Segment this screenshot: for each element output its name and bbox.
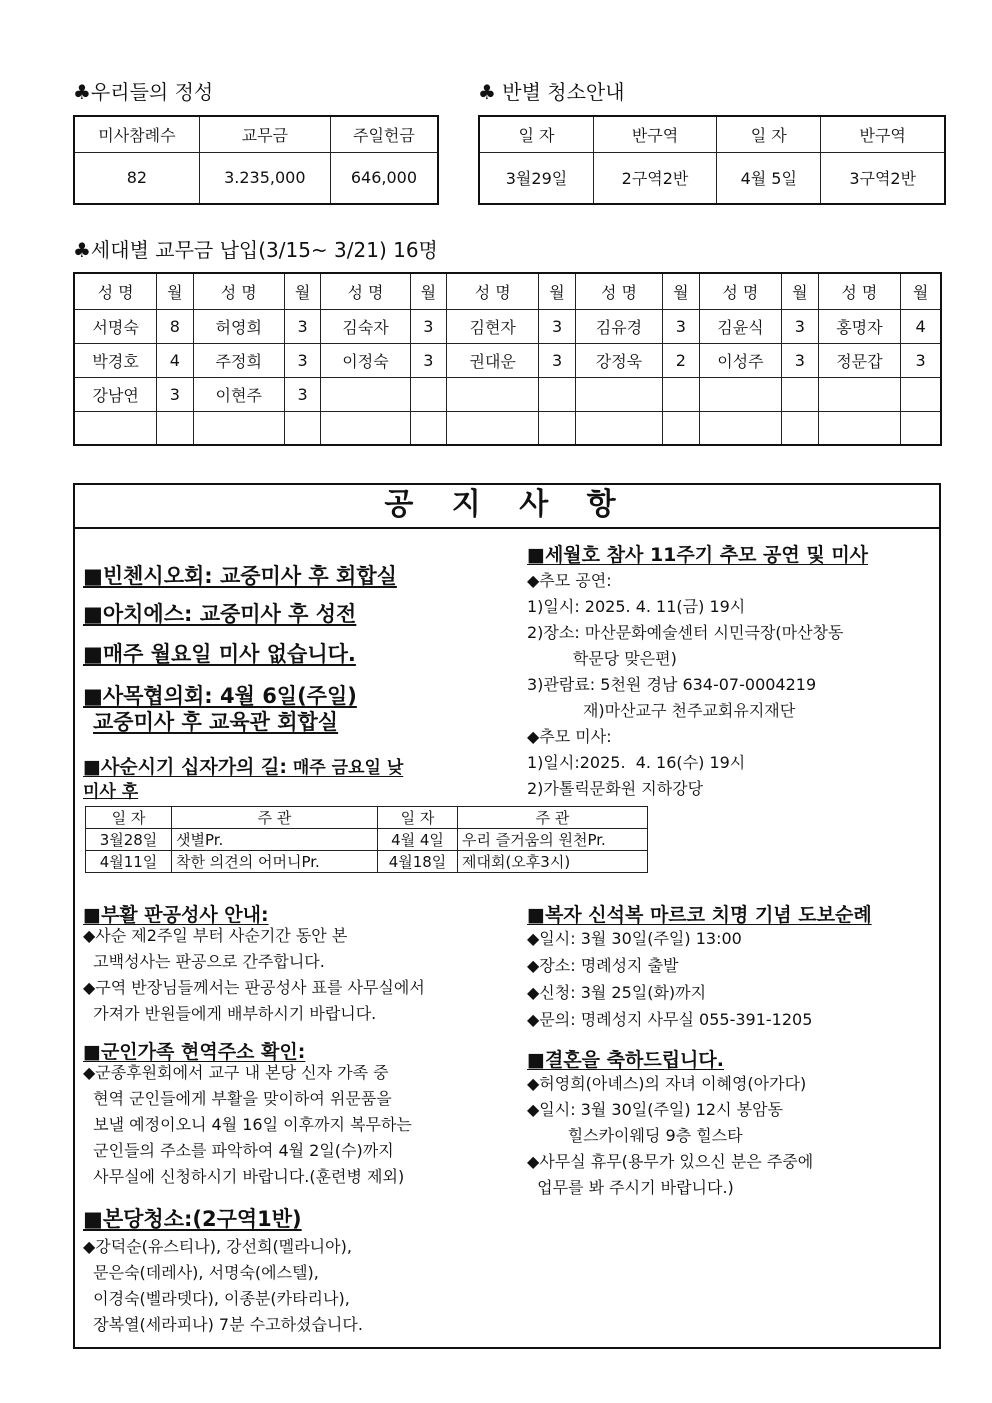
schedule-header: 일 자 [86,807,172,829]
cleaning-header: 일 자 [717,116,821,152]
schedule-cell: 샛별Pr. [172,829,378,851]
dues-member-name: 허영희 [193,309,284,343]
dues-member-name: 강정욱 [575,343,663,377]
sewol-line: 재)마산교구 천주교회유지재단 [527,701,796,720]
schedule-cell: 4월18일 [378,851,458,873]
dues-member-name [321,411,410,445]
military-line: 현역 군인들에게 부활을 맞이하여 위문품을 [83,1089,392,1108]
dues-member-month: 8 [157,309,193,343]
dues-member-name [699,377,782,411]
dues-header-month: 월 [663,273,699,309]
dues-member-name: 정문갑 [818,343,901,377]
dues-header-month: 월 [539,273,575,309]
dues-member-month [539,377,575,411]
confession-line: ◆사순 제2주일 부터 사순기간 동안 본 [83,926,348,945]
pilgrimage-line: ◆일시: 3월 30일(주일) 13:00 [527,929,742,948]
sewol-line: ◆추모 미사: [527,727,612,746]
schedule-cell: 4월11일 [86,851,172,873]
dues-member-month [410,411,446,445]
dues-member-name [193,411,284,445]
dues-row [74,309,941,343]
wedding-line: ◆일시: 3월 30일(주일) 12시 봉암동 [527,1100,783,1119]
dues-member-month [284,411,320,445]
sewol-line: 2)장소: 마산문화예술센터 시민극장(마산창동 [527,623,844,642]
wedding-line: 업무를 봐 주시기 바랍니다.) [527,1178,734,1197]
dues-member-name: 이성주 [699,343,782,377]
dues-member-month: 2 [663,343,699,377]
dues-member-name: 박경호 [74,343,157,377]
stations-line2: 미사 후 [83,782,139,802]
notice-sewol: ■세월호 참사 11주기 추모 공연 및 미사 [527,544,869,566]
stations-schedule-table [85,806,648,873]
dues-member-name: 이현주 [193,377,284,411]
dues-member-name: 권대운 [447,343,539,377]
church-cleaning-line: ◆강덕순(유스티나), 강선희(멜라니아), [83,1237,352,1256]
dues-row [74,411,941,445]
wedding-line: 힐스카이웨딩 9층 힐스타 [527,1126,743,1145]
church-cleaning-line: 문은숙(데레사), 서명숙(에스텔), [83,1263,319,1282]
dues-member-month: 3 [663,309,699,343]
cleaning-header: 반구역 [821,116,945,152]
cleaning-value: 3구역2반 [821,152,945,204]
dues-member-month: 3 [284,377,320,411]
offering-value: 646,000 [330,152,438,204]
dues-member-month: 3 [539,343,575,377]
schedule-cell: 제대회(오후3시) [458,851,648,873]
dues-header-month: 월 [782,273,818,309]
notice-wedding: ■결혼을 축하드립니다. [527,1049,724,1071]
cleaning-title: ♣ 반별 청소안내 [478,80,625,104]
dues-member-name [447,377,539,411]
dues-member-month [901,411,941,445]
dues-member-month: 3 [539,309,575,343]
notice-confession: ■부활 판공성사 안내: [83,904,269,926]
dues-member-name: 홍명자 [818,309,901,343]
confession-line: ◆구역 반장님들께서는 판공성사 표를 사무실에서 [83,978,425,997]
dues-header-name: 성 명 [699,273,782,309]
schedule-cell: 착한 의견의 어머니Pr. [172,851,378,873]
sewol-line: ◆추모 공연: [527,571,612,590]
offering-header: 주일헌금 [330,116,438,152]
offering-value: 82 [74,152,199,204]
dues-header-name: 성 명 [74,273,157,309]
dues-member-month: 3 [901,343,941,377]
stations-rest: 매주 금요일 낮 [286,758,404,778]
dues-member-month: 4 [157,343,193,377]
dues-member-name: 이정숙 [321,343,410,377]
dues-member-month [663,411,699,445]
dues-member-month: 3 [782,343,818,377]
dues-member-name: 주정희 [193,343,284,377]
cleaning-header: 반구역 [593,116,716,152]
notice-church-cleaning: ■본당청소:(2구역1반) [83,1207,302,1231]
dues-header-name: 성 명 [818,273,901,309]
sewol-line: 2)가톨릭문화원 지하강당 [527,779,704,798]
dues-row [74,377,941,411]
dues-member-name: 서명숙 [74,309,157,343]
dues-member-month: 3 [410,343,446,377]
pilgrimage-line: ◆문의: 명례성지 사무실 055-391-1205 [527,1010,813,1029]
dues-member-name [818,411,901,445]
dues-member-name: 김현자 [447,309,539,343]
dues-member-month [539,411,575,445]
notice-stations [83,752,403,779]
dues-member-name [74,411,157,445]
offering-header: 미사참례수 [74,116,199,152]
sewol-line: 1)일시:2025. 4. 16(수) 19시 [527,753,746,772]
sewol-line: 3)관람료: 5천원 경남 634-07-0004219 [527,675,817,694]
stations-head: ■사순시기 십자가의 길: [83,756,287,778]
dues-member-name [321,377,410,411]
military-line: ◆군종후원회에서 교구 내 본당 신자 가족 중 [83,1063,389,1082]
pilgrimage-line: ◆장소: 명례성지 출발 [527,956,679,975]
dues-member-name: 김숙자 [321,309,410,343]
dues-header-name: 성 명 [447,273,539,309]
dues-title: ♣세대별 교무금 납입(3/15~ 3/21) 16명 [73,238,438,262]
military-line: 사무실에 신청하시기 바랍니다.(훈련병 제외) [83,1167,405,1186]
church-cleaning-line: 이경숙(벨라뎃다), 이종분(카타리나), [83,1289,350,1308]
schedule-cell: 우리 즐거움의 원천Pr. [458,829,648,851]
notice-military: ■군인가족 현역주소 확인: [83,1041,306,1063]
offering-table [73,115,439,205]
church-cleaning-line: 장복열(세라피나) 7분 수고하셨습니다. [83,1315,363,1334]
dues-member-month: 3 [157,377,193,411]
dues-member-month: 3 [782,309,818,343]
notice-council: ■사목협의회: 4월 6일(주일) [83,684,357,708]
dues-member-name: 강남연 [74,377,157,411]
offering-title: ♣우리들의 정성 [73,80,214,104]
confession-line: 고백성사는 판공으로 간주합니다. [83,952,325,971]
sewol-line: 1)일시: 2025. 4. 11(금) 19시 [527,597,746,616]
notice-pilgrimage: ■복자 신석복 마르코 치명 기념 도보순례 [527,904,872,926]
schedule-header: 주 관 [458,807,648,829]
offering-value: 3.235,000 [199,152,330,204]
confession-line: 가져가 반원들에게 배부하시기 바랍니다. [83,1004,377,1023]
dues-member-month [157,411,193,445]
dues-header-month: 월 [901,273,941,309]
dues-member-name: 김윤식 [699,309,782,343]
pilgrimage-line: ◆신청: 3월 25일(화)까지 [527,983,707,1002]
cleaning-header: 일 자 [479,116,593,152]
notice-acies: ■아치에스: 교중미사 후 성전 [83,602,357,626]
dues-member-month: 3 [284,309,320,343]
dues-member-month: 3 [284,343,320,377]
dues-member-month [663,377,699,411]
dues-member-month: 4 [901,309,941,343]
dues-header-name: 성 명 [321,273,410,309]
schedule-header: 일 자 [378,807,458,829]
dues-member-month [782,377,818,411]
notice-council-detail: 교중미사 후 교육관 회합실 [93,710,339,734]
offering-header: 교무금 [199,116,330,152]
dues-member-name [575,411,663,445]
wedding-line: ◆허영희(아녜스)의 자녀 이혜영(아가다) [527,1074,807,1093]
wedding-line: ◆사무실 휴무(용무가 있으신 분은 주중에 [527,1152,814,1171]
sewol-line: 학문당 맞은편) [527,649,677,668]
dues-member-name [818,377,901,411]
dues-header-month: 월 [410,273,446,309]
dues-member-name [699,411,782,445]
dues-table [73,272,942,446]
dues-header-month: 월 [157,273,193,309]
notice-vincent: ■빈첸시오회: 교중미사 후 회합실 [83,564,397,588]
military-line: 보낼 예정이오니 4월 16일 이후까지 복무하는 [83,1115,412,1134]
schedule-cell: 4월 4일 [378,829,458,851]
dues-member-name: 김유경 [575,309,663,343]
dues-member-month [410,377,446,411]
cleaning-value: 3월29일 [479,152,593,204]
schedule-cell: 3월28일 [86,829,172,851]
dues-header-name: 성 명 [575,273,663,309]
dues-member-month [901,377,941,411]
dues-header-month: 월 [284,273,320,309]
cleaning-table [478,115,946,205]
dues-member-name [447,411,539,445]
dues-member-month: 3 [410,309,446,343]
cleaning-value: 4월 5일 [717,152,821,204]
cleaning-value: 2구역2반 [593,152,716,204]
dues-header-name: 성 명 [193,273,284,309]
schedule-header: 주 관 [172,807,378,829]
notice-title: 공 지 사 항 [75,485,939,529]
dues-row [74,343,941,377]
dues-member-name [575,377,663,411]
notice-monday: ■매주 월요일 미사 없습니다. [83,642,356,666]
military-line: 군인들의 주소를 파악하여 4월 2일(수)까지 [83,1141,394,1160]
dues-member-month [782,411,818,445]
